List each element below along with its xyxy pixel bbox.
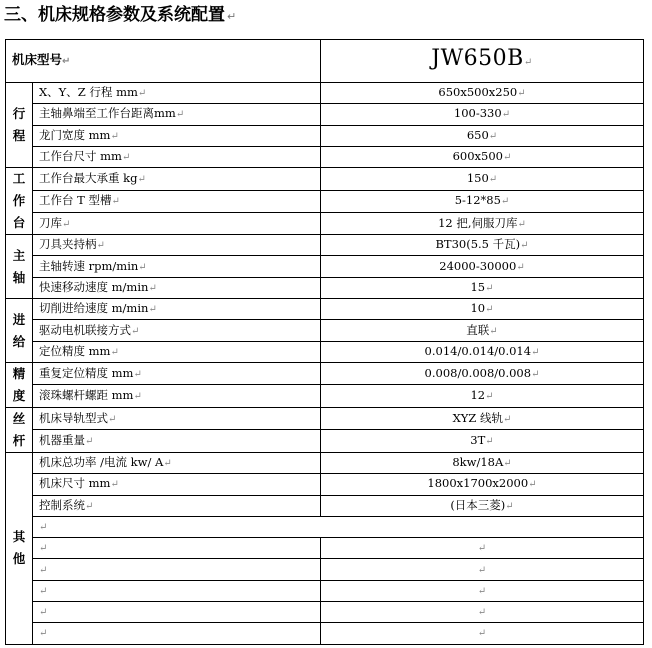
row-label-text: 驱动电机联接方式 [39, 322, 131, 337]
row-value-text: 0.008/0.008/0.008 [424, 365, 532, 380]
row-label [33, 277, 321, 298]
paragraph-mark-icon: ↵ [110, 130, 119, 142]
category-table [6, 168, 33, 235]
paragraph-mark-icon: ↵ [163, 458, 172, 470]
paragraph-mark-icon: ↵ [477, 543, 487, 555]
row-label [33, 212, 321, 234]
row-label-text: 工作台 T 型槽 [39, 193, 112, 208]
paragraph-mark-icon: ↵ [39, 628, 48, 640]
category-char: 他 [12, 551, 26, 567]
row-label-text: 工作台尺寸 mm [39, 149, 122, 164]
row-value-text: 24000-30000 [439, 258, 517, 273]
paragraph-mark-icon: ↵ [137, 88, 147, 100]
row-value [321, 538, 644, 559]
row-value [321, 146, 644, 167]
row-value-text: 650x500x250 [438, 85, 518, 100]
paragraph-mark-icon: ↵ [39, 585, 48, 597]
paragraph-mark-icon: ↵ [485, 391, 494, 403]
paragraph-mark-icon: ↵ [39, 522, 48, 533]
row-value-text: XYZ 线轨 [452, 410, 504, 425]
row-value-text: 15 [470, 279, 486, 294]
paragraph-mark-icon: ↵ [485, 436, 494, 448]
category-char: 其 [12, 529, 26, 545]
paragraph-mark-icon: ↵ [85, 500, 94, 512]
category-char: 主 [12, 247, 26, 263]
paragraph-mark-icon: ↵ [501, 109, 511, 121]
table-row [6, 125, 644, 146]
category-char: 给 [12, 333, 26, 349]
table-row [6, 452, 644, 473]
paragraph-mark-icon: ↵ [133, 368, 142, 380]
paragraph-mark-icon: ↵ [485, 282, 494, 294]
paragraph-mark-icon: ↵ [517, 88, 526, 100]
row-value [321, 559, 644, 580]
row-label-text: 主轴鼻端至工作台距离mm [39, 106, 176, 121]
category-other [6, 452, 33, 644]
table-row [6, 299, 644, 320]
paragraph-mark-icon: ↵ [477, 564, 487, 576]
row-value [321, 125, 644, 146]
row-label [33, 341, 321, 362]
section-heading-text: 三、机床规格参数及系统配置 [4, 5, 225, 25]
table-row [6, 407, 644, 430]
row-label-text: 龙门宽度 mm [39, 127, 111, 142]
paragraph-mark-icon: ↵ [500, 196, 510, 208]
model-value-cell [321, 40, 644, 83]
paragraph-mark-icon: ↵ [39, 607, 48, 619]
empty-merged-cell [33, 516, 644, 537]
row-value-text: 150 [466, 170, 489, 185]
paragraph-mark-icon: ↵ [62, 56, 71, 67]
paragraph-mark-icon: ↵ [531, 346, 540, 358]
model-label: 机床型号 [12, 52, 63, 67]
category-screw [6, 407, 33, 452]
row-label-text: 刀具夹持柄 [39, 237, 97, 252]
paragraph-mark-icon: ↵ [531, 368, 540, 380]
row-label [33, 299, 321, 320]
table-row [6, 516, 644, 537]
category-char: 杆 [12, 432, 26, 448]
paragraph-mark-icon: ↵ [111, 196, 120, 208]
category-char: 工 [12, 171, 26, 187]
model-label-cell [6, 40, 321, 83]
paragraph-mark-icon: ↵ [121, 152, 131, 164]
row-label-text: 工作台最大承重 kg [39, 170, 138, 185]
row-label-text: X、Y、Z 行程 mm [39, 85, 138, 100]
paragraph-mark-icon: ↵ [133, 391, 142, 403]
category-char: 行 [12, 106, 26, 122]
row-label [33, 474, 321, 495]
row-value [321, 235, 644, 256]
row-value [321, 299, 644, 320]
row-value [321, 623, 644, 644]
row-label [33, 452, 321, 473]
table-row [6, 538, 644, 559]
row-value-text: 600x500 [452, 149, 503, 164]
paragraph-mark-icon: ↵ [505, 500, 514, 512]
row-value-text: 12 [470, 388, 486, 403]
paragraph-mark-icon: ↵ [110, 346, 119, 358]
paragraph-mark-icon: ↵ [503, 458, 512, 470]
row-label-text: 重复定位精度 mm [39, 365, 134, 380]
paragraph-mark-icon: ↵ [108, 413, 117, 425]
table-row [6, 212, 644, 234]
row-value [321, 362, 644, 385]
category-char: 台 [12, 215, 26, 231]
row-label-text: 机床总功率 /电流 kw/ A [39, 455, 164, 470]
category-char: 进 [12, 311, 26, 327]
paragraph-mark-icon: ↵ [520, 240, 529, 252]
row-value [321, 602, 644, 623]
row-label [33, 407, 321, 430]
table-row [6, 83, 644, 104]
row-label-text: 控制系统 [39, 497, 85, 512]
paragraph-mark-icon: ↵ [39, 543, 48, 555]
row-label [33, 538, 321, 559]
paragraph-mark-icon: ↵ [528, 479, 537, 491]
row-value [321, 495, 644, 516]
table-row [6, 277, 644, 298]
paragraph-mark-icon: ↵ [523, 57, 533, 68]
row-value-text: (日本三菱) [450, 497, 506, 512]
category-char: 程 [12, 128, 26, 144]
row-label [33, 320, 321, 341]
row-label-text: 机床尺寸 mm [39, 476, 111, 491]
row-value-text: 5-12*85 [454, 193, 501, 208]
row-label-text: 滚珠螺杆螺距 mm [39, 388, 134, 403]
row-value [321, 190, 644, 212]
paragraph-mark-icon: ↵ [485, 304, 494, 316]
table-row [6, 235, 644, 256]
row-label [33, 256, 321, 277]
row-value [321, 407, 644, 430]
paragraph-mark-icon: ↵ [517, 218, 526, 230]
row-label [33, 495, 321, 516]
paragraph-mark-icon: ↵ [175, 109, 185, 121]
row-label-text: 机床导轨型式 [39, 410, 108, 425]
row-label-text: 定位精度 mm [39, 343, 111, 358]
paragraph-mark-icon: ↵ [39, 564, 48, 576]
row-value-text: 10 [470, 301, 486, 316]
paragraph-mark-icon: ↵ [477, 585, 487, 597]
category-travel [6, 83, 33, 168]
row-value [321, 83, 644, 104]
table-row [6, 474, 644, 495]
row-value [321, 168, 644, 190]
row-label [33, 602, 321, 623]
row-value [321, 277, 644, 298]
table-row [6, 362, 644, 385]
table-row [6, 559, 644, 580]
paragraph-mark-icon: ↵ [503, 413, 512, 425]
row-value [321, 256, 644, 277]
category-char: 度 [12, 387, 26, 403]
row-value-text: 直联 [466, 322, 490, 337]
row-label [33, 104, 321, 125]
category-feed [6, 299, 33, 363]
table-row [6, 146, 644, 167]
category-char: 作 [12, 193, 26, 209]
row-label [33, 190, 321, 212]
category-char: 丝 [12, 410, 26, 426]
model-row [6, 40, 644, 83]
row-label-text: 切削进给速度 m/min [39, 301, 149, 316]
row-label-text: 机器重量 [39, 433, 85, 448]
table-row [6, 168, 644, 190]
row-label [33, 430, 321, 453]
model-value: JW650B [431, 46, 524, 71]
paragraph-mark-icon: ↵ [516, 261, 525, 273]
row-label [33, 580, 321, 601]
paragraph-mark-icon: ↵ [488, 173, 498, 185]
paragraph-mark-icon: ↵ [477, 628, 487, 640]
table-row [6, 190, 644, 212]
row-value [321, 320, 644, 341]
row-value [321, 341, 644, 362]
row-value-text: 3T [470, 433, 486, 448]
row-value [321, 430, 644, 453]
paragraph-mark-icon: ↵ [488, 130, 498, 142]
paragraph-mark-icon: ↵ [96, 240, 105, 252]
row-label-text: 刀库 [39, 215, 62, 230]
paragraph-mark-icon: ↵ [227, 10, 237, 23]
category-char: 精 [12, 365, 26, 381]
row-label [33, 235, 321, 256]
row-value [321, 452, 644, 473]
table-row [6, 256, 644, 277]
row-label-text: 快速移动速度 m/min [39, 279, 149, 294]
row-value-text: 12 把,伺服刀库 [438, 215, 518, 230]
row-value-text: 100-330 [453, 106, 502, 121]
paragraph-mark-icon: ↵ [148, 282, 157, 294]
row-label [33, 168, 321, 190]
row-label-text: 主轴转速 rpm/min [39, 258, 139, 273]
paragraph-mark-icon: ↵ [138, 261, 147, 273]
table-row [6, 580, 644, 601]
row-value [321, 212, 644, 234]
table-row [6, 430, 644, 453]
category-char: 轴 [12, 269, 26, 285]
row-value [321, 580, 644, 601]
table-row [6, 495, 644, 516]
paragraph-mark-icon: ↵ [148, 304, 157, 316]
category-precision [6, 362, 33, 407]
paragraph-mark-icon: ↵ [137, 173, 146, 185]
table-row [6, 385, 644, 408]
paragraph-mark-icon: ↵ [62, 218, 71, 230]
row-label [33, 362, 321, 385]
row-value [321, 385, 644, 408]
table-row [6, 320, 644, 341]
paragraph-mark-icon: ↵ [110, 479, 119, 491]
row-value [321, 104, 644, 125]
paragraph-mark-icon: ↵ [477, 607, 487, 619]
row-label [33, 83, 321, 104]
table-row [6, 341, 644, 362]
paragraph-mark-icon: ↵ [85, 436, 94, 448]
section-heading [4, 2, 644, 28]
row-value-text: 1800x1700x2000 [427, 476, 529, 491]
row-value-text: BT30(5.5 千瓦) [435, 237, 521, 252]
row-value-text: 650 [466, 127, 489, 142]
row-label [33, 125, 321, 146]
row-value-text: 0.014/0.014/0.014 [424, 343, 532, 358]
row-label [33, 146, 321, 167]
spec-table [5, 39, 644, 645]
table-row [6, 104, 644, 125]
row-label [33, 623, 321, 644]
paragraph-mark-icon: ↵ [503, 152, 512, 164]
category-spindle [6, 235, 33, 299]
row-label [33, 559, 321, 580]
row-value-text: 8kw/18A [452, 455, 504, 470]
row-value [321, 474, 644, 495]
row-label [33, 385, 321, 408]
paragraph-mark-icon: ↵ [489, 325, 498, 337]
table-row [6, 602, 644, 623]
table-row [6, 623, 644, 644]
paragraph-mark-icon: ↵ [131, 325, 140, 337]
